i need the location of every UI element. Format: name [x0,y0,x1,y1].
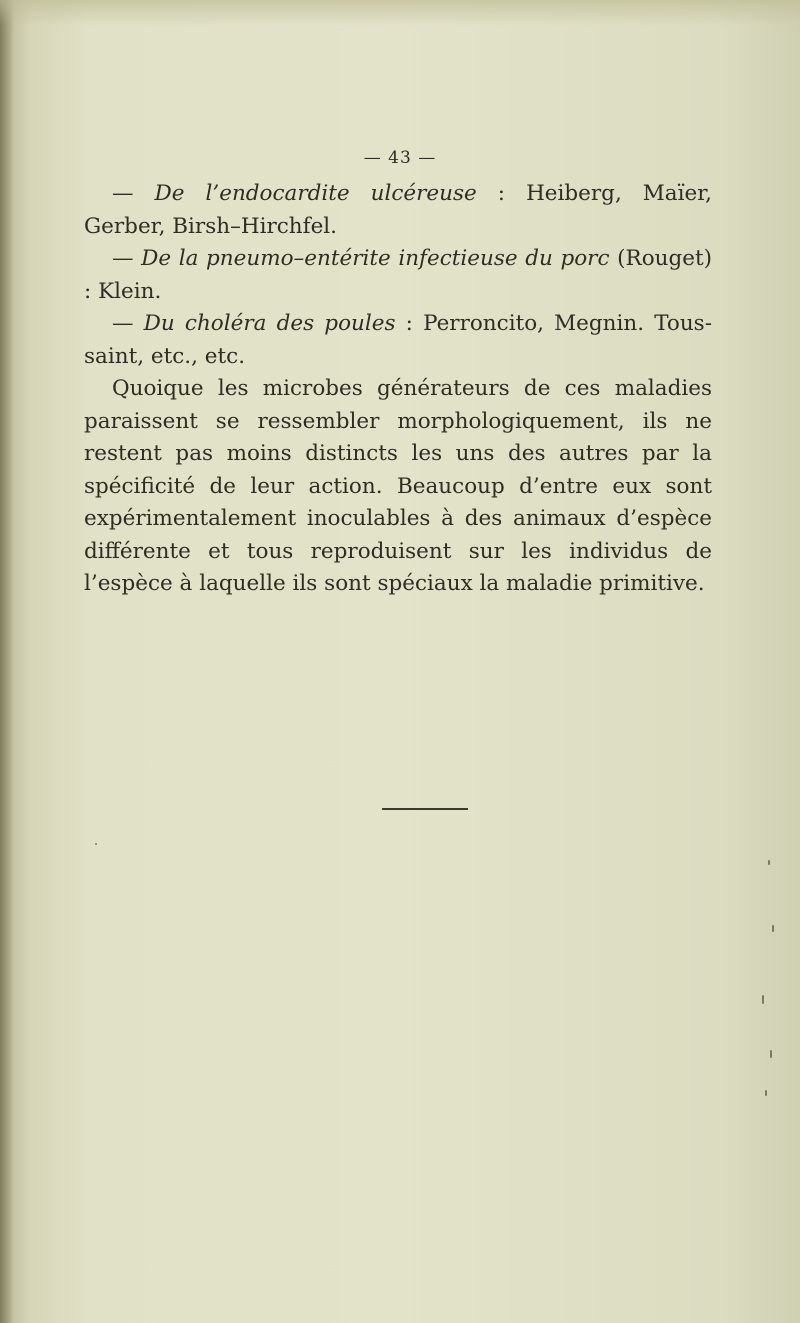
section-end-rule [382,808,468,810]
body-text [84,178,712,601]
entry-separator: : [395,311,424,336]
entry-title: De la pneumo–entérite infectieuse du porc [141,246,610,271]
paper-speck [772,925,774,932]
page-number: — 43 — [363,148,437,168]
entry-title: De l’endocardite ulcéreuse [154,181,477,206]
entry-cholera [84,308,712,373]
page-top-shadow [0,0,800,26]
entry-pneumo-enterite [84,243,712,308]
entry-separator: : [476,181,527,206]
paper-speck [95,843,97,845]
entry-dash: — [112,311,144,336]
paper-speck [762,995,764,1004]
page-binding-edge [0,0,14,1323]
main-paragraph: Quoique les microbes générateurs de ces maladies paraissent se ressembler morphologiquement, ils ne restent pas moins distincts les uns des autres par la spécificité de leur action. Beaucoup d’entre eux sont expérimentalement inoculables à des animaux d’espèce différente et tous reproduisent sur les individus de l’espèce à laquelle ils sont spéciaux la maladie primitive. [84,376,712,596]
entry-authors: (Rouget) : Klein. [84,246,713,304]
entry-title: Du choléra des poules [143,311,396,336]
entry-dash: — [112,181,155,206]
entry-separator [610,246,618,271]
entry-endocardite [84,178,712,243]
paper-speck [768,860,770,865]
paper-speck [765,1090,767,1096]
entry-authors: Perroncito, Megnin. Tous-saint, etc., etc. [84,311,712,369]
entry-authors: Heiberg, Maïer, Gerber, Birsh–Hirchfel. [84,181,712,239]
paper-speck [770,1050,772,1058]
entry-dash: — [112,246,142,271]
